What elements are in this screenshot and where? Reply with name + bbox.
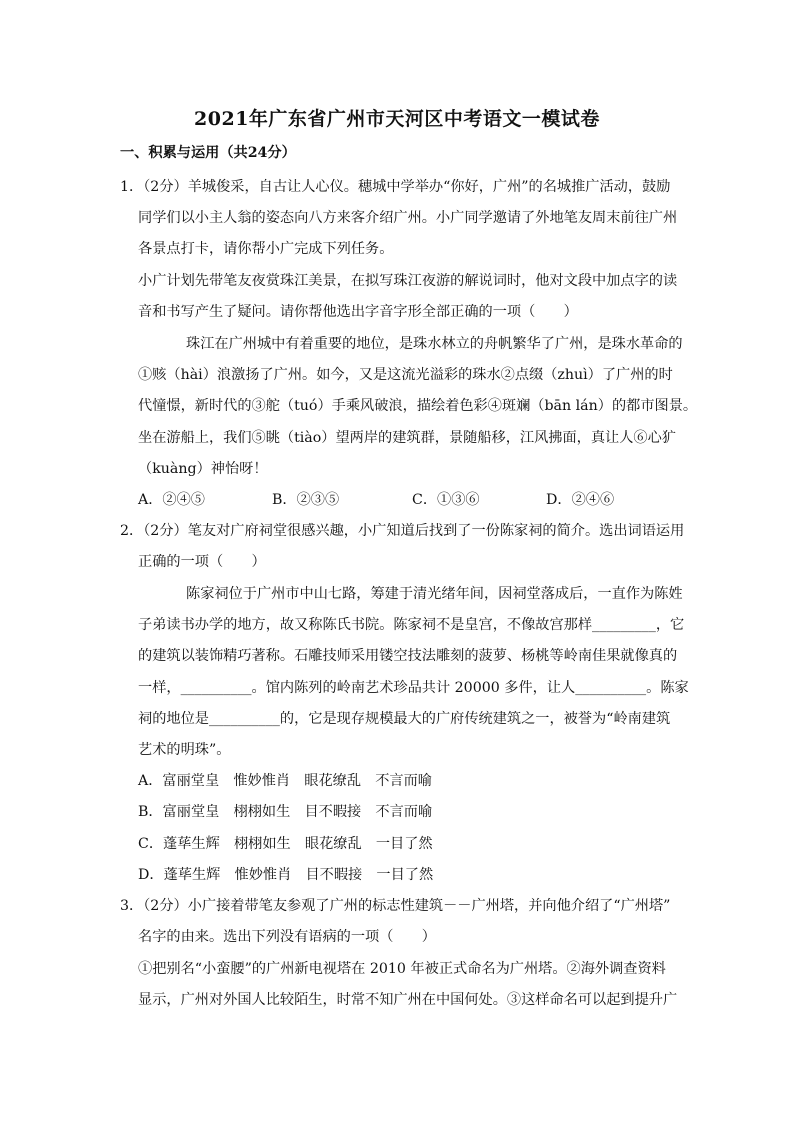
q1-passage-line-4: 坐在游船上，我们⑤眺（tiào）望两岸的建筑群，景随船移，江风拂面，真让人⑥心犷: [138, 430, 676, 446]
q1-line-2: 同学们以小主人翁的姿态向八方来客介绍广州。小广同学邀请了外地笔友周末前往广州: [138, 210, 678, 226]
q1-option-a[interactable]: A．②④⑤: [138, 492, 205, 508]
q3-line-3: ①把别名“小蛮腰”的广州新电视塔在 2010 年被正式命名为广州塔。②海外调查资料: [138, 961, 666, 977]
q1-passage-line-5: （kuàng）神怡呀！: [138, 461, 268, 477]
q2-option-c[interactable]: C．蓬荜生辉 栩栩如生 眼花缭乱 一目了然: [138, 836, 433, 852]
q3-line-4: 显示，广州对外国人比较陌生，时常不知广州在中国何处。③这样命名可以起到提升广: [138, 992, 678, 1008]
q2-passage-line-3: 的建筑以装饰精巧著称。石雕技师采用镂空技法雕刻的菠萝、杨桃等岭南佳果就像真的: [138, 648, 678, 664]
q3-line-2: 名字的由来。选出下列没有语病的一项（ ）: [138, 929, 436, 945]
q2-passage-line-2: 子弟读书办学的地方，故又称陈氏书院。陈家祠不是皇宫，不像故宫那样_________，它: [138, 617, 685, 633]
q2-line-2: 正确的一项（ ）: [138, 554, 266, 570]
q2-option-b[interactable]: B．富丽堂皇 栩栩如生 目不暇接 不言而喻: [138, 804, 433, 820]
q3-line-1: 3．（2分）小广接着带笔友参观了广州的标志性建筑－－广州塔，并向他介绍了“广州塔”: [120, 898, 671, 914]
q1-line-4: 小广计划先带笔友夜赏珠江美景，在拟写珠江夜游的解说词时，他对文段中加点字的读: [138, 273, 678, 289]
q1-option-b[interactable]: B．②③⑤: [272, 492, 340, 508]
q1-passage-line-1: 珠江在广州城中有着重要的地位，是珠水林立的舟帆繁华了广州，是珠水革命的: [186, 336, 683, 352]
q1-passage-line-3: 代憧憬，新时代的③舵（tuó）手乘风破浪，描绘着色彩④斑斓（bān lán）的都市图景。: [138, 398, 698, 414]
q1-passage-line-2: ①赅（hài）浪激扬了广州。如今，又是这流光溢彩的珠水②点缀（zhuì）了广州的时: [138, 367, 673, 383]
page-title: 2021年广东省广州市天河区中考语文一模试卷: [194, 108, 600, 130]
q2-option-a[interactable]: A．富丽堂皇 惟妙惟肖 眼花缭乱 不言而喻: [138, 773, 432, 789]
q2-passage-line-6: 艺术的明珠”。: [138, 742, 231, 758]
q2-passage-line-4: 一样，__________。馆内陈列的岭南艺术珍品共计 20000 多件，让人__________。陈家: [138, 680, 689, 696]
q1-option-c[interactable]: C．①③⑥: [412, 492, 480, 508]
q2-passage-line-1: 陈家祠位于广州市中山七路，筹建于清光绪年间，因祠堂落成后，一直作为陈姓: [186, 586, 683, 602]
q2-passage-line-5: 祠的地位是__________的，它是现存规模最大的广府传统建筑之一，被誉为“岭南建筑: [138, 711, 671, 727]
q1-line-5: 音和书写产生了疑问。请你帮他选出字音字形全部正确的一项（ ）: [138, 304, 578, 320]
section-heading: 一、积累与运用（共24分）: [120, 145, 296, 161]
q1-option-d[interactable]: D．②④⑥: [546, 492, 615, 508]
q1-line-3: 各景点打卡，请你帮小广完成下列任务。: [138, 241, 394, 257]
q2-option-d[interactable]: D．蓬荜生辉 惟妙惟肖 目不暇接 一目了然: [138, 867, 434, 883]
q2-line-1: 2．（2分）笔友对广府祠堂很感兴趣，小广知道后找到了一份陈家祠的简介。选出词语运用: [120, 523, 685, 539]
q1-line-1: 1．（2分）羊城俊采，自古让人心仪。穗城中学举办“你好，广州”的名城推广活动，鼓励: [120, 179, 671, 195]
